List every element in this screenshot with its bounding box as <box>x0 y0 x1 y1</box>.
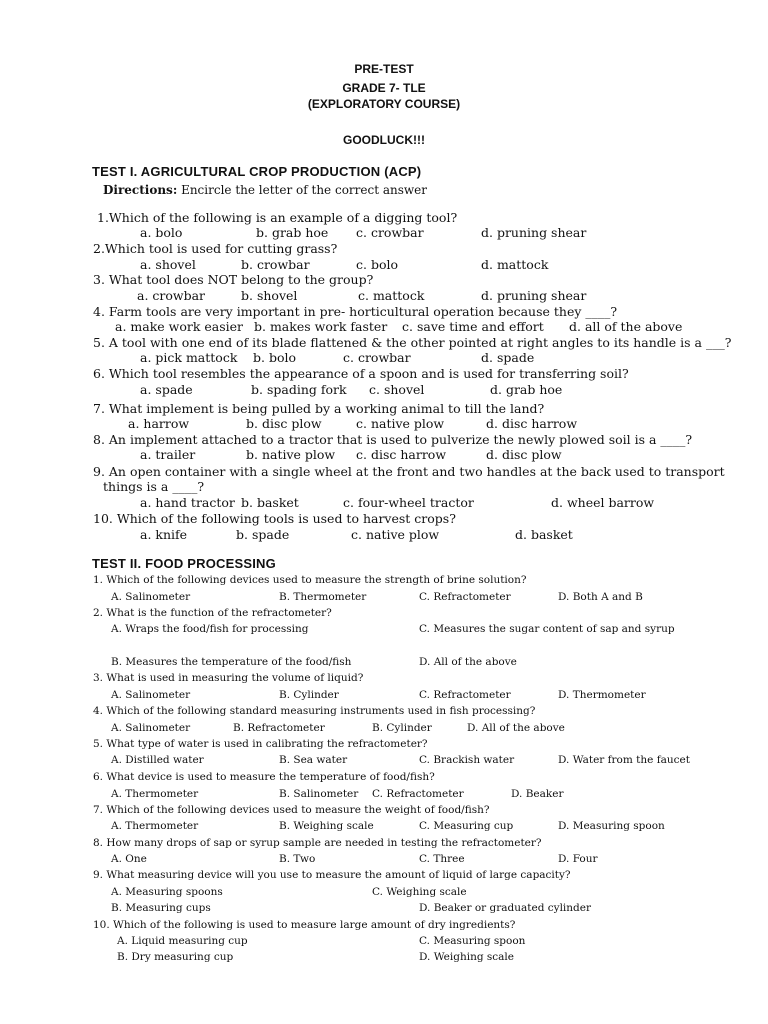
test1-q6-choice-a: a. spade <box>140 382 193 397</box>
test2-q4-choice-c: B. Cylinder <box>372 722 432 734</box>
test2-q6: 6. What device is used to measure the temperature of food/fish? <box>93 771 435 783</box>
test2-q5-choice-b: B. Sea water <box>279 754 348 766</box>
doc-title: PRE-TEST <box>354 62 414 76</box>
test1-directions <box>103 183 427 197</box>
test1-q5-choice-d: d. spade <box>481 350 535 365</box>
test2-q3-choice-a: A. Salinometer <box>111 689 191 701</box>
test2-q2: 2. What is the function of the refractometer? <box>93 607 332 619</box>
test1-q4: 4. Farm tools are very important in pre- horticultural operation because they ____? <box>93 304 618 319</box>
test2-q7-choice-c: C. Measuring cup <box>419 820 514 832</box>
test1-q9-choice-d: d. wheel barrow <box>551 495 655 510</box>
test2-q10-choice-d: D. Weighing scale <box>419 951 514 963</box>
test2-q2-choice-a: A. Wraps the food/fish for processing <box>111 623 309 635</box>
test2-q2-choice-d: D. All of the above <box>419 656 517 668</box>
test2-q6-choice-c: C. Refractometer <box>372 788 464 800</box>
test2-q7: 7. Which of the following devices used to measure the weight of food/fish? <box>93 804 490 816</box>
test2-q7-choice-a: A. Thermometer <box>111 820 199 832</box>
test2-q9-choice-d: D. Beaker or graduated cylinder <box>419 902 592 914</box>
test1-q3-choice-c: c. mattock <box>358 288 425 303</box>
test2-q10-choice-c: C. Measuring spoon <box>419 935 526 947</box>
test2-title: TEST II. FOOD PROCESSING <box>92 556 276 571</box>
test2-q8-choice-a: A. One <box>111 853 147 865</box>
test1-q3-choice-d: d. pruning shear <box>481 288 587 303</box>
test1-q1: 1.Which of the following is an example of a digging tool? <box>97 210 458 225</box>
test1-q6-choice-d: d. grab hoe <box>490 382 563 397</box>
test1-q9: 9. An open container with a single wheel at the front and two handles at the back used to transport <box>93 464 725 479</box>
test1-q1-choice-b: b. grab hoe <box>256 225 329 240</box>
test2-q6-choice-b: B. Salinometer <box>279 788 359 800</box>
test2-q8-choice-b: B. Two <box>279 853 316 865</box>
test1-q8-choice-a: a. trailer <box>140 447 196 462</box>
test2-q3-choice-d: D. Thermometer <box>558 689 646 701</box>
test2-q2-choice-c: C. Measures the sugar content of sap and syrup <box>419 623 675 635</box>
test2-q2-choice-b: B. Measures the temperature of the food/fish <box>111 656 352 668</box>
test2-q6-choice-d: D. Beaker <box>511 788 564 800</box>
test2-q10-choice-b: B. Dry measuring cup <box>117 951 234 963</box>
test1-q1-choice-d: d. pruning shear <box>481 225 587 240</box>
test1-q10-choice-c: c. native plow <box>351 527 440 542</box>
test1-q5: 5. A tool with one end of its blade flattened & the other pointed at right angles to its handle is a ___? <box>93 335 732 350</box>
test2-q3-choice-c: C. Refractometer <box>419 689 511 701</box>
test1-q2-choice-c: c. bolo <box>356 257 398 272</box>
test2-q8: 8. How many drops of sap or syrup sample are needed in testing the refractometer? <box>93 837 542 849</box>
test2-q5-choice-d: D. Water from the faucet <box>558 754 690 766</box>
test1-q4-choice-b: b. makes work faster <box>254 319 388 334</box>
test1-q10: 10. Which of the following tools is used to harvest crops? <box>93 511 456 526</box>
test2-q1-choice-a: A. Salinometer <box>111 591 191 603</box>
goodluck-line: GOODLUCK!!! <box>343 133 425 147</box>
test1-q1-choice-c: c. crowbar <box>356 225 424 240</box>
test1-q2-choice-d: d. mattock <box>481 257 549 272</box>
test1-q7: 7. What implement is being pulled by a working animal to till the land? <box>93 401 545 416</box>
test1-q5-choice-c: c. crowbar <box>343 350 411 365</box>
test1-q6: 6. Which tool resembles the appearance of a spoon and is used for transferring soil? <box>93 366 629 381</box>
grade-line: GRADE 7- TLE <box>342 81 426 95</box>
test2-q1: 1. Which of the following devices used to measure the strength of brine solution? <box>93 574 527 586</box>
test1-q1-choice-a: a. bolo <box>140 225 183 240</box>
test2-q9: 9. What measuring device will you use to measure the amount of liquid of large capacity? <box>93 869 571 881</box>
test1-q4-choice-a: a. make work easier <box>115 319 244 334</box>
test1-q4-choice-c: c. save time and effort <box>402 319 544 334</box>
test1-q9-choice-b: b. basket <box>241 495 299 510</box>
test2-q3: 3. What is used in measuring the volume of liquid? <box>93 672 364 684</box>
directions-label: Directions: <box>103 183 178 197</box>
test1-q4-choice-d: d. all of the above <box>569 319 683 334</box>
test2-q4: 4. Which of the following standard measuring instruments used in fish processing? <box>93 705 536 717</box>
test2-q8-choice-c: C. Three <box>419 853 465 865</box>
test1-q3-choice-b: b. shovel <box>241 288 298 303</box>
course-line: (EXPLORATORY COURSE) <box>307 97 461 111</box>
test2-q5-choice-a: A. Distilled water <box>111 754 204 766</box>
test2-q7-choice-b: B. Weighing scale <box>279 820 374 832</box>
test1-q2-choice-a: a. shovel <box>140 257 196 272</box>
test2-q7-choice-d: D. Measuring spoon <box>558 820 665 832</box>
test1-q7-choice-d: d. disc harrow <box>486 416 578 431</box>
test1-q2-choice-b: b. crowbar <box>241 257 310 272</box>
test2-q8-choice-d: D. Four <box>558 853 598 865</box>
test1-q3-choice-a: a. crowbar <box>137 288 206 303</box>
test2-q10: 10. Which of the following is used to measure large amount of dry ingredients? <box>93 919 516 931</box>
directions-text: Encircle the letter of the correct answer <box>177 183 427 197</box>
test1-q6-choice-b: b. spading fork <box>251 382 347 397</box>
test2-q6-choice-a: A. Thermometer <box>111 788 199 800</box>
test2-q1-choice-d: D. Both A and B <box>558 591 643 603</box>
test2-q9-choice-b: B. Measuring cups <box>111 902 211 914</box>
test1-q2: 2.Which tool is used for cutting grass? <box>93 241 338 256</box>
test2-q1-choice-b: B. Thermometer <box>279 591 367 603</box>
test1-q3: 3. What tool does NOT belong to the group? <box>93 272 374 287</box>
test1-q7-choice-c: c. native plow <box>356 416 445 431</box>
test2-q5-choice-c: C. Brackish water <box>419 754 515 766</box>
test1-q9-cont: things is a ____? <box>103 479 205 494</box>
test1-q10-choice-d: d. basket <box>515 527 573 542</box>
test2-q1-choice-c: C. Refractometer <box>419 591 511 603</box>
test1-q5-choice-a: a. pick mattock <box>140 350 238 365</box>
test1-q8-choice-c: c. disc harrow <box>356 447 447 462</box>
test1-q5-choice-b: b. bolo <box>253 350 296 365</box>
test1-q9-choice-c: c. four-wheel tractor <box>343 495 474 510</box>
test1-q9-choice-a: a. hand tractor <box>140 495 235 510</box>
test1-q10-choice-a: a. knife <box>140 527 188 542</box>
test1-q8-choice-b: b. native plow <box>246 447 336 462</box>
test1-q10-choice-b: b. spade <box>236 527 290 542</box>
test2-q5: 5. What type of water is used in calibrating the refractometer? <box>93 738 428 750</box>
test1-q7-choice-a: a. harrow <box>128 416 190 431</box>
test2-q3-choice-b: B. Cylinder <box>279 689 339 701</box>
test2-q4-choice-d: D. All of the above <box>467 722 565 734</box>
test1-q6-choice-c: c. shovel <box>369 382 425 397</box>
test1-q8: 8. An implement attached to a tractor that is used to pulverize the newly plowed soil is a ____? <box>93 432 693 447</box>
test2-q9-choice-a: A. Measuring spoons <box>111 886 223 898</box>
test2-q4-choice-a: A. Salinometer <box>111 722 191 734</box>
test2-q4-choice-b: B. Refractometer <box>233 722 325 734</box>
test1-q7-choice-b: b. disc plow <box>246 416 322 431</box>
test1-q8-choice-d: d. disc plow <box>486 447 562 462</box>
test1-title: TEST I. AGRICULTURAL CROP PRODUCTION (ACP) <box>92 164 422 179</box>
test2-q9-choice-c: C. Weighing scale <box>372 886 467 898</box>
test2-q10-choice-a: A. Liquid measuring cup <box>117 935 248 947</box>
